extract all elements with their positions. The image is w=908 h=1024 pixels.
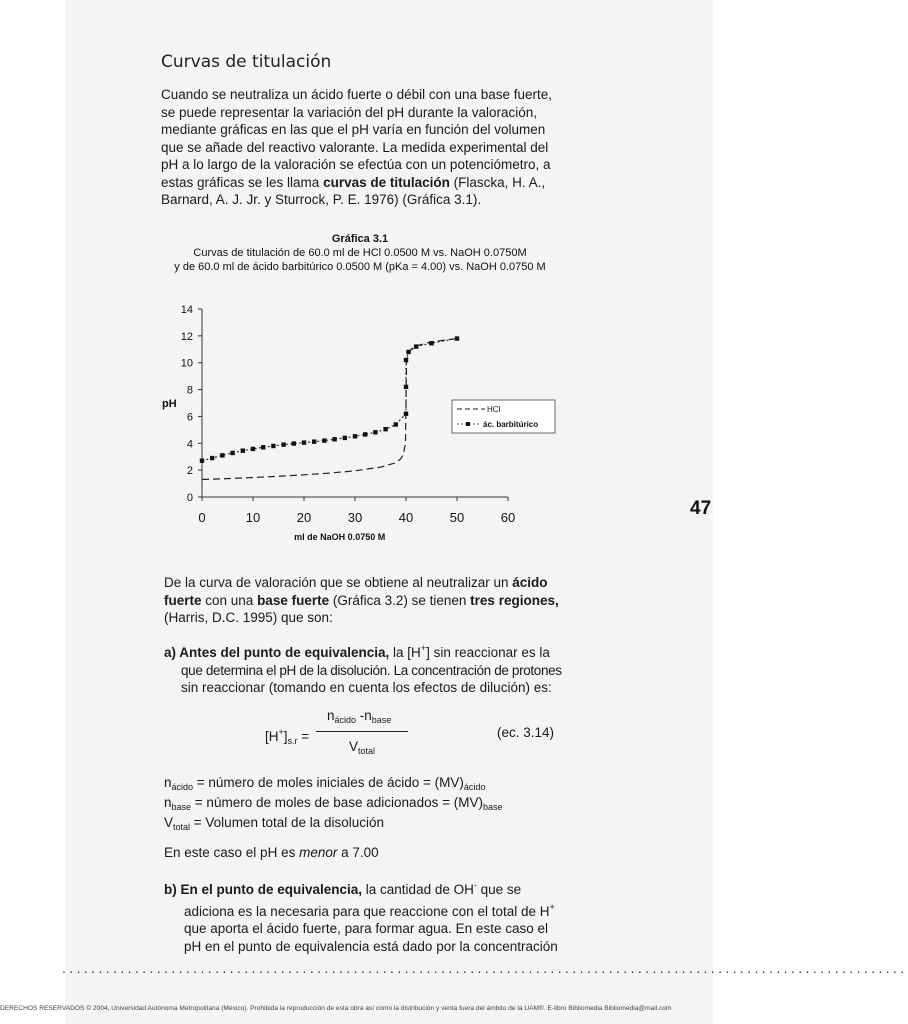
- equation-denominator: [349, 738, 375, 761]
- subscript: ácido: [334, 715, 357, 725]
- intro-line: se puede representar la variación del pH durante la valoración,: [161, 104, 537, 120]
- subscript: s.r: [287, 736, 298, 746]
- y-tick-label: 0: [186, 492, 193, 504]
- intro-paragraph: [161, 86, 561, 209]
- superscript: +: [420, 643, 427, 653]
- section-text: De la curva de valoración que se obtiene al neutralizar un: [164, 575, 513, 590]
- data-point-barbituric: [363, 432, 367, 436]
- item-b-line: pH en el punto de equivalencia está dado por la concentración: [184, 938, 558, 954]
- subscript: base: [371, 715, 392, 725]
- item-a-line: que determina el pH de la disolución. La concentración de protones: [181, 662, 562, 678]
- superscript: +: [549, 901, 555, 912]
- x-axis-label: ml de NaOH 0.0750 M: [294, 532, 386, 542]
- item-text: adiciona es la necesaria para que reaccione con el total de H: [184, 903, 550, 919]
- equation-lhs: [265, 724, 309, 751]
- y-tick-label: 4: [186, 438, 193, 451]
- series-line-hcl: [202, 339, 457, 480]
- x-tick-label: 0: [198, 510, 206, 525]
- data-point-barbituric: [312, 439, 316, 443]
- intro-line: Barnard, A. J. Jr. y Sturrock, P. E. 1976) (Gráfica 3.1).: [161, 192, 482, 207]
- definition-line: [164, 815, 564, 835]
- eq-text: =: [297, 729, 310, 744]
- bold-term: tres regiones,: [470, 592, 559, 608]
- figure-caption-line: Curvas de titulación de 60.0 ml de HCl 0.0500 M vs. NaOH 0.0750M: [193, 247, 527, 259]
- intro-bold-term: curvas de titulación: [323, 174, 450, 190]
- copyright-footer: DERECHOS RESERVADOS © 2004, Universidad Autónoma Metropolitana (México). Prohibida la reproducción de esta obra así como la distribución y venta fuera del ámbito de la UAM®. E-libro Bibliomedia Bibliomedia@mail.com: [0, 1005, 672, 1012]
- data-point-barbituric: [261, 445, 265, 449]
- legend-marker-barbituric: [466, 422, 470, 426]
- data-point-barbituric: [281, 442, 285, 446]
- subscript: base: [482, 802, 503, 812]
- x-tick-label: 20: [296, 510, 312, 525]
- y-tick-label: 10: [180, 357, 193, 370]
- item-a-line: sin reaccionar (tomando en cuenta los efectos de dilución) es:: [181, 680, 552, 695]
- item-b-line: que aporta el ácido fuerte, para formar agua. En este caso el: [184, 921, 548, 936]
- x-tick-label: 60: [500, 510, 516, 525]
- eq-text: V: [349, 739, 359, 754]
- data-point-barbituric: [414, 344, 418, 348]
- data-point-barbituric: [220, 453, 224, 457]
- case-text: En este caso el pH es: [164, 845, 300, 860]
- eq-text: [H: [265, 729, 279, 744]
- data-point-barbituric: [353, 434, 357, 438]
- item-a: [164, 640, 564, 697]
- item-a-line: [164, 640, 564, 662]
- eq-text: n: [164, 775, 172, 790]
- superscript: -: [473, 880, 477, 890]
- data-point-barbituric: [406, 350, 410, 354]
- data-point-barbituric: [404, 358, 408, 362]
- data-point-barbituric: [200, 459, 204, 463]
- section-line: (Harris, D.C. 1995) que son:: [164, 610, 333, 625]
- section-line: [164, 574, 564, 592]
- section-line: [164, 592, 564, 610]
- intro-line: [161, 174, 561, 192]
- legend-label-hcl: HCl: [487, 405, 501, 414]
- series-line-barbituric: [202, 339, 457, 461]
- section-paragraph: [164, 574, 564, 627]
- x-tick-label: 50: [449, 510, 465, 525]
- subscript: ácido: [463, 782, 486, 792]
- item-text: la cantidad de OH: [362, 882, 474, 897]
- section-text: con una: [201, 592, 258, 608]
- definition-line: [164, 775, 564, 795]
- intro-line: mediante gráficas en las que el pH varía en función del volumen: [161, 122, 546, 137]
- y-axis-label: pH: [162, 398, 177, 411]
- intro-line: que se añade del reactivo valorante. La medida experimental del: [161, 139, 549, 155]
- definition-text: = número de moles iniciales de ácido = (MV): [193, 775, 464, 790]
- intro-line: Cuando se neutraliza un ácido fuerte o débil con una base fuerte,: [161, 87, 553, 102]
- item-text: la [H: [389, 645, 421, 660]
- eq-text: n: [164, 795, 172, 810]
- bold-term: base fuerte: [257, 592, 330, 608]
- bold-term: fuerte: [164, 592, 202, 608]
- data-point-barbituric: [429, 341, 433, 345]
- data-point-barbituric: [383, 427, 387, 431]
- item-text: que se: [476, 882, 522, 897]
- data-point-barbituric: [271, 444, 275, 448]
- eq-text: -n: [356, 708, 372, 723]
- data-point-barbituric: [332, 437, 336, 441]
- data-point-barbituric: [373, 430, 377, 434]
- data-point-barbituric: [404, 385, 408, 389]
- item-a-heading: a) Antes del punto de equivalencia,: [164, 645, 390, 660]
- data-point-barbituric: [302, 440, 306, 444]
- eq-text: V: [164, 815, 174, 830]
- fraction-bar: [316, 731, 408, 732]
- data-point-barbituric: [394, 422, 398, 426]
- y-tick-label: 2: [186, 465, 193, 478]
- y-tick-label: 6: [186, 411, 193, 424]
- intro-line: pH a lo largo de la valoración se efectúa con un potenciómetro, a: [161, 157, 551, 172]
- intro-text: estas gráficas se les llama: [161, 174, 324, 190]
- data-point-barbituric: [343, 436, 347, 440]
- y-tick-label: 12: [180, 330, 193, 343]
- section-text: (Gráfica 3.2) se tienen: [329, 592, 471, 608]
- subscript: total: [358, 746, 376, 756]
- emphasis: menor: [299, 845, 338, 860]
- subscript: total: [173, 822, 191, 832]
- data-point-barbituric: [292, 441, 296, 445]
- item-text: ] sin reaccionar es la: [426, 645, 550, 660]
- data-point-barbituric: [241, 448, 245, 452]
- y-tick-label: 14: [180, 304, 193, 316]
- definition-text: = número de moles de base adicionados = (MV): [191, 795, 483, 810]
- data-point-barbituric: [210, 456, 214, 460]
- data-point-barbituric: [230, 451, 234, 455]
- figure-caption-line: y de 60.0 ml de ácido barbitúrico 0.0500 M (pKa = 4.00) vs. NaOH 0.0750 M: [174, 261, 546, 273]
- subscript: base: [171, 802, 192, 812]
- page-number: 47: [690, 498, 712, 519]
- eq-text: n: [327, 708, 335, 723]
- data-point-barbituric: [404, 412, 408, 416]
- item-b-line: [164, 899, 564, 921]
- figure-caption: [130, 232, 590, 274]
- titration-chart: [150, 295, 539, 545]
- intro-text: (Flascka, H. A.,: [449, 174, 546, 190]
- data-point-barbituric: [322, 438, 326, 442]
- definition-text: = Volumen total de la disolución: [190, 815, 385, 830]
- definition-line: [164, 795, 564, 815]
- case-a-note: [164, 844, 564, 862]
- item-b-line: [164, 877, 564, 899]
- superscript: +: [278, 727, 284, 737]
- y-tick-label: 8: [186, 384, 193, 397]
- data-point-barbituric: [455, 336, 459, 340]
- item-b: [164, 877, 564, 955]
- item-b-heading: b) En el punto de equivalencia,: [164, 882, 363, 897]
- subscript: ácido: [171, 782, 194, 792]
- x-tick-label: 40: [398, 510, 414, 525]
- section-heading: Curvas de titulación: [161, 52, 332, 72]
- equation-reference: (ec. 3.14): [497, 725, 555, 740]
- data-point-barbituric: [251, 447, 255, 451]
- equation-3-14: [265, 705, 565, 765]
- x-tick-label: 10: [245, 510, 261, 525]
- legend-label-barbituric: ác. barbitúrico: [483, 420, 539, 429]
- bold-term: ácido: [512, 575, 548, 590]
- definitions: [164, 775, 564, 835]
- eq-text: ]: [283, 729, 288, 744]
- figure-label: Gráfica 3.1: [331, 233, 389, 245]
- dotted-separator: ....................................................................................................................: [62, 960, 908, 976]
- equation-numerator: [327, 707, 391, 730]
- x-tick-label: 30: [347, 510, 363, 525]
- case-text: a 7.00: [337, 845, 379, 860]
